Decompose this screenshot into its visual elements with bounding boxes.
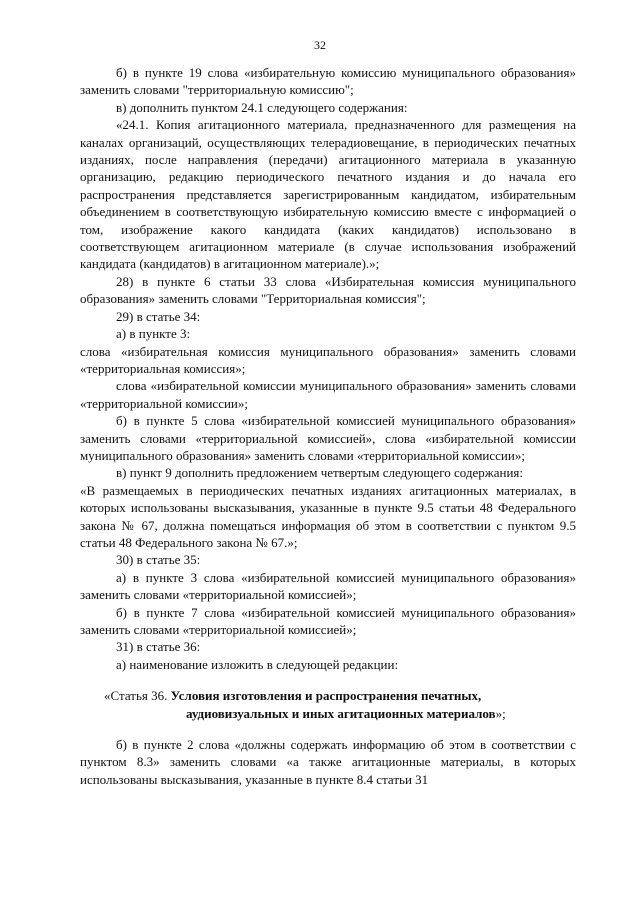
paragraph: слова «избирательной комиссии муниципального образования» заменить словами «территориальной комиссии»; (80, 378, 576, 411)
paragraph: б) в пункте 7 слова «избирательной комиссией муниципального образования» заменить словами «территориальной комиссией»; (80, 604, 576, 637)
article-heading (80, 687, 576, 722)
paragraph: в) дополнить пунктом 24.1 следующего содержания: (116, 99, 408, 115)
paragraph: 28) в пункте 6 статьи 33 слова «Избирательная комиссия муниципального образования» заменить словами "Территориальная комиссия"; (80, 273, 576, 307)
paragraph: в) пункт 9 дополнить предложением четвертым следующего содержания: (116, 465, 523, 481)
paragraph: б) в пункте 5 слова «избирательной комиссией муниципального образования» заменить словами «территориальной комиссией», слова «избирательной комиссии муниципального образования» заменить словами «территориальной комиссии»; (80, 413, 576, 463)
paragraph: а) наименование изложить в следующей редакции: (116, 656, 399, 672)
paragraph: «24.1. Копия агитационного материала, предназначенного для размещения на каналах организаций, осуществляющих телерадиовещание, в периодических печатных изданиях, после направления (передачи) агитационного материала в указанную организацию, редакцию периодического печатного издания и до начала его распространения представляется зарегистрированным кандидатом, избирательным объединением в соответствующую избирательную комиссию вместе с информацией о том, изображение какого кандидата (каких кандидатов) использовано в соответствующем агитационном материале (в случае использования изображений кандидата (кандидатов) в агитационном материале).»; (80, 117, 576, 272)
article-heading-title-line2: аудиовизуальных и иных агитационных материалов (186, 705, 496, 721)
article-heading-prefix: «Статья 36. (104, 688, 171, 704)
paragraph: «В размещаемых в периодических печатных изданиях агитационных материалах, в которых использованы высказывания, указанные в пункте 9.5 статьи 48 Федерального закона № 67, должна помещаться информация об этом в соответствии с пунктом 9.5 статьи 48 Федерального закона № 67.»; (80, 482, 576, 550)
page-number: 32 (314, 38, 326, 52)
paragraph: б) в пункте 19 слова «избирательную комиссию муниципального образования» заменить словами "территориальную комиссию"; (80, 65, 576, 98)
paragraph: 31) в статье 36: (116, 639, 201, 655)
article-heading-suffix: »; (495, 705, 506, 721)
paragraph: слова «избирательная комиссия муниципального образования» заменить словами «территориальная комиссия»; (80, 343, 576, 376)
article-heading-title-line1: Условия изготовления и распространения печатных, (170, 688, 482, 704)
paragraph: б) в пункте 2 слова «должны содержать информацию об этом в соответствии с пунктом 8.3» заменить словами «а также агитационные материалы, в которых использованы высказывания, указанные в пункте 8.4 статьи 31 (80, 737, 576, 787)
paragraph: 29) в статье 34: (116, 308, 201, 324)
paragraph: 30) в статье 35: (116, 552, 201, 568)
paragraph: а) в пункте 3 слова «избирательной комиссией муниципального образования» заменить словами «территориальной комиссией»; (80, 569, 576, 603)
paragraph: а) в пункте 3: (116, 326, 191, 342)
document-body (80, 64, 576, 788)
